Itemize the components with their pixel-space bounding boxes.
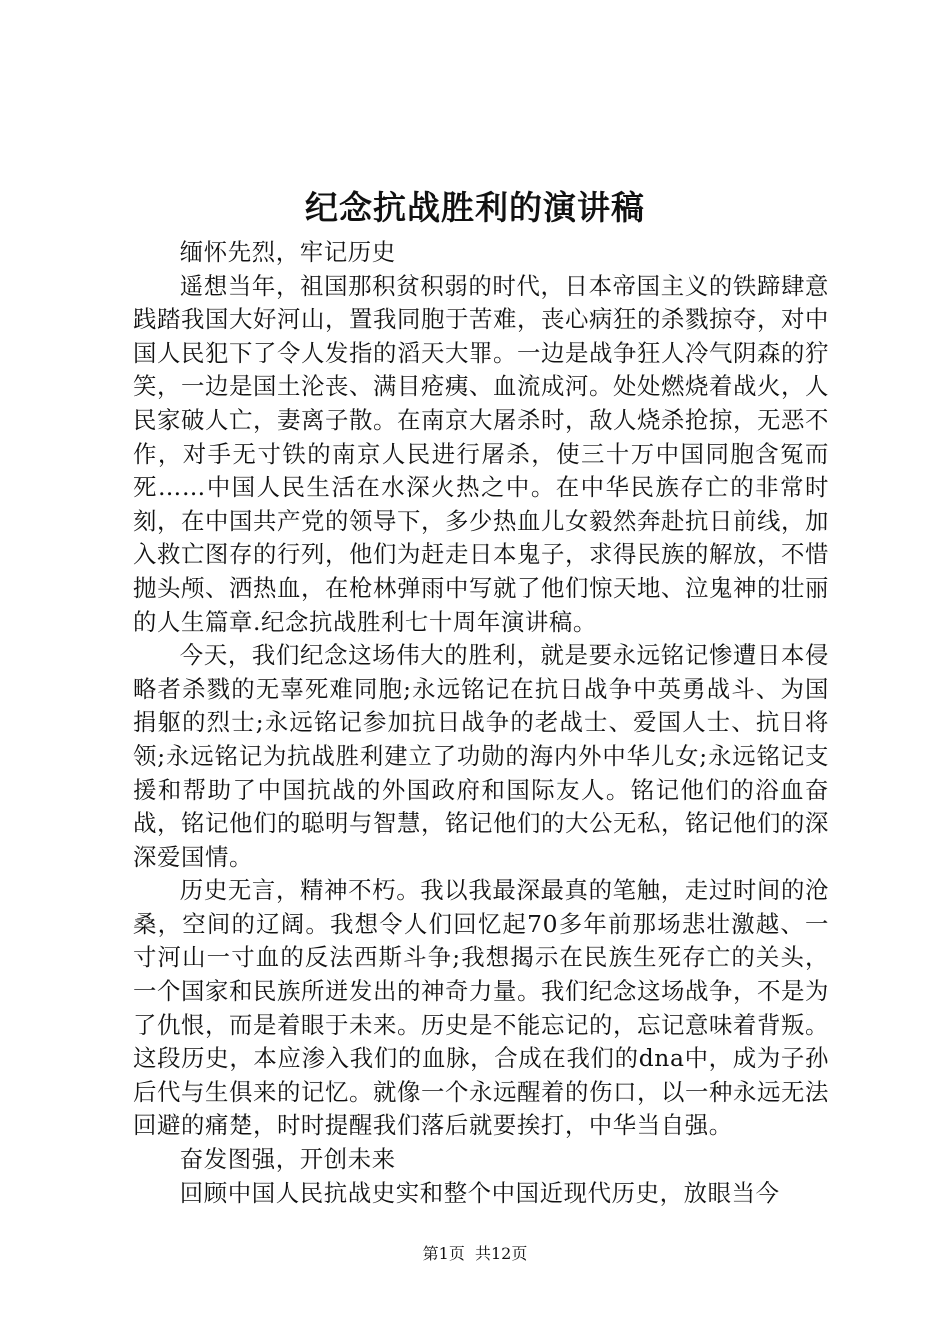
body-paragraph: 今天，我们纪念这场伟大的胜利，就是要永远铭记惨遭日本侵略者杀戮的无辜死难同胞;永远铭记在抗日战争中英勇战斗、为国捐躯的烈士;永远铭记参加抗日战争的老战士、爱国人士、抗日将领;永远铭记为抗战胜利建立了功勋的海内外中华儿女;永远铭记支援和帮助了中国抗战的外国政府和国际友人。铭记他们的浴血奋战，铭记他们的聪明与智慧，铭记他们的大公无私，铭记他们的深深爱国情。 — [133, 641, 829, 871]
body-paragraph: 回顾中国人民抗战史实和整个中国近现代历史，放眼当今 — [179, 1178, 780, 1207]
body-paragraph: 历史无言，精神不朽。我以我最深最真的笔触，走过时间的沧桑，空间的辽阔。我想令人们回忆起70多年前那场悲壮激越、一寸河山一寸血的反法西斯斗争;我想揭示在民族生死存亡的关头，一个国家和民族所迸发出的神奇力量。我们纪念这场战争，不是为了仇恨，而是着眼于未来。历史是不能忘记的，忘记意味着背叛。这段历史，本应渗入我们的血脉，合成在我们的dna中，成为子孙后代与生俱来的记忆。就像一个永远醒着的伤口，以一种永远无法回避的痛楚，时时提醒我们落后就要挨打，中华当自强。 — [133, 876, 829, 1140]
body-paragraph: 遥想当年，祖国那积贫积弱的时代，日本帝国主义的铁蹄肆意践踏我国大好河山，置我同胞于苦难，丧心病狂的杀戮掠夺，对中国人民犯下了令人发指的滔天大罪。一边是战争狂人冷气阴森的狞笑，一边是国土沦丧、满目疮痍、血流成河。处处燃烧着战火，人民家破人亡，妻离子散。在南京大屠杀时，敌人烧杀抢掠，无恶不作，对手无寸铁的南京人民进行屠杀，使三十万中国同胞含冤而死……中国人民生活在水深火热之中。在中华民族存亡的非常时刻，在中国共产党的领导下，多少热血儿女毅然奔赴抗日前线，加入救亡图存的行列，他们为赶走日本鬼子，求得民族的解放，不惜抛头颅、洒热血，在枪林弹雨中写就了他们惊天地、泣鬼神的壮丽的人生篇章.纪念抗战胜利七十周年演讲稿。 — [133, 271, 829, 636]
document-body — [133, 236, 829, 1210]
section-heading: 缅怀先烈，牢记历史 — [179, 238, 396, 266]
page-number-footer: 第1页 共12页 — [422, 1244, 528, 1263]
document-title: 纪念抗战胜利的演讲稿 — [305, 188, 645, 227]
section-heading: 奋发图强，开创未来 — [179, 1145, 396, 1174]
